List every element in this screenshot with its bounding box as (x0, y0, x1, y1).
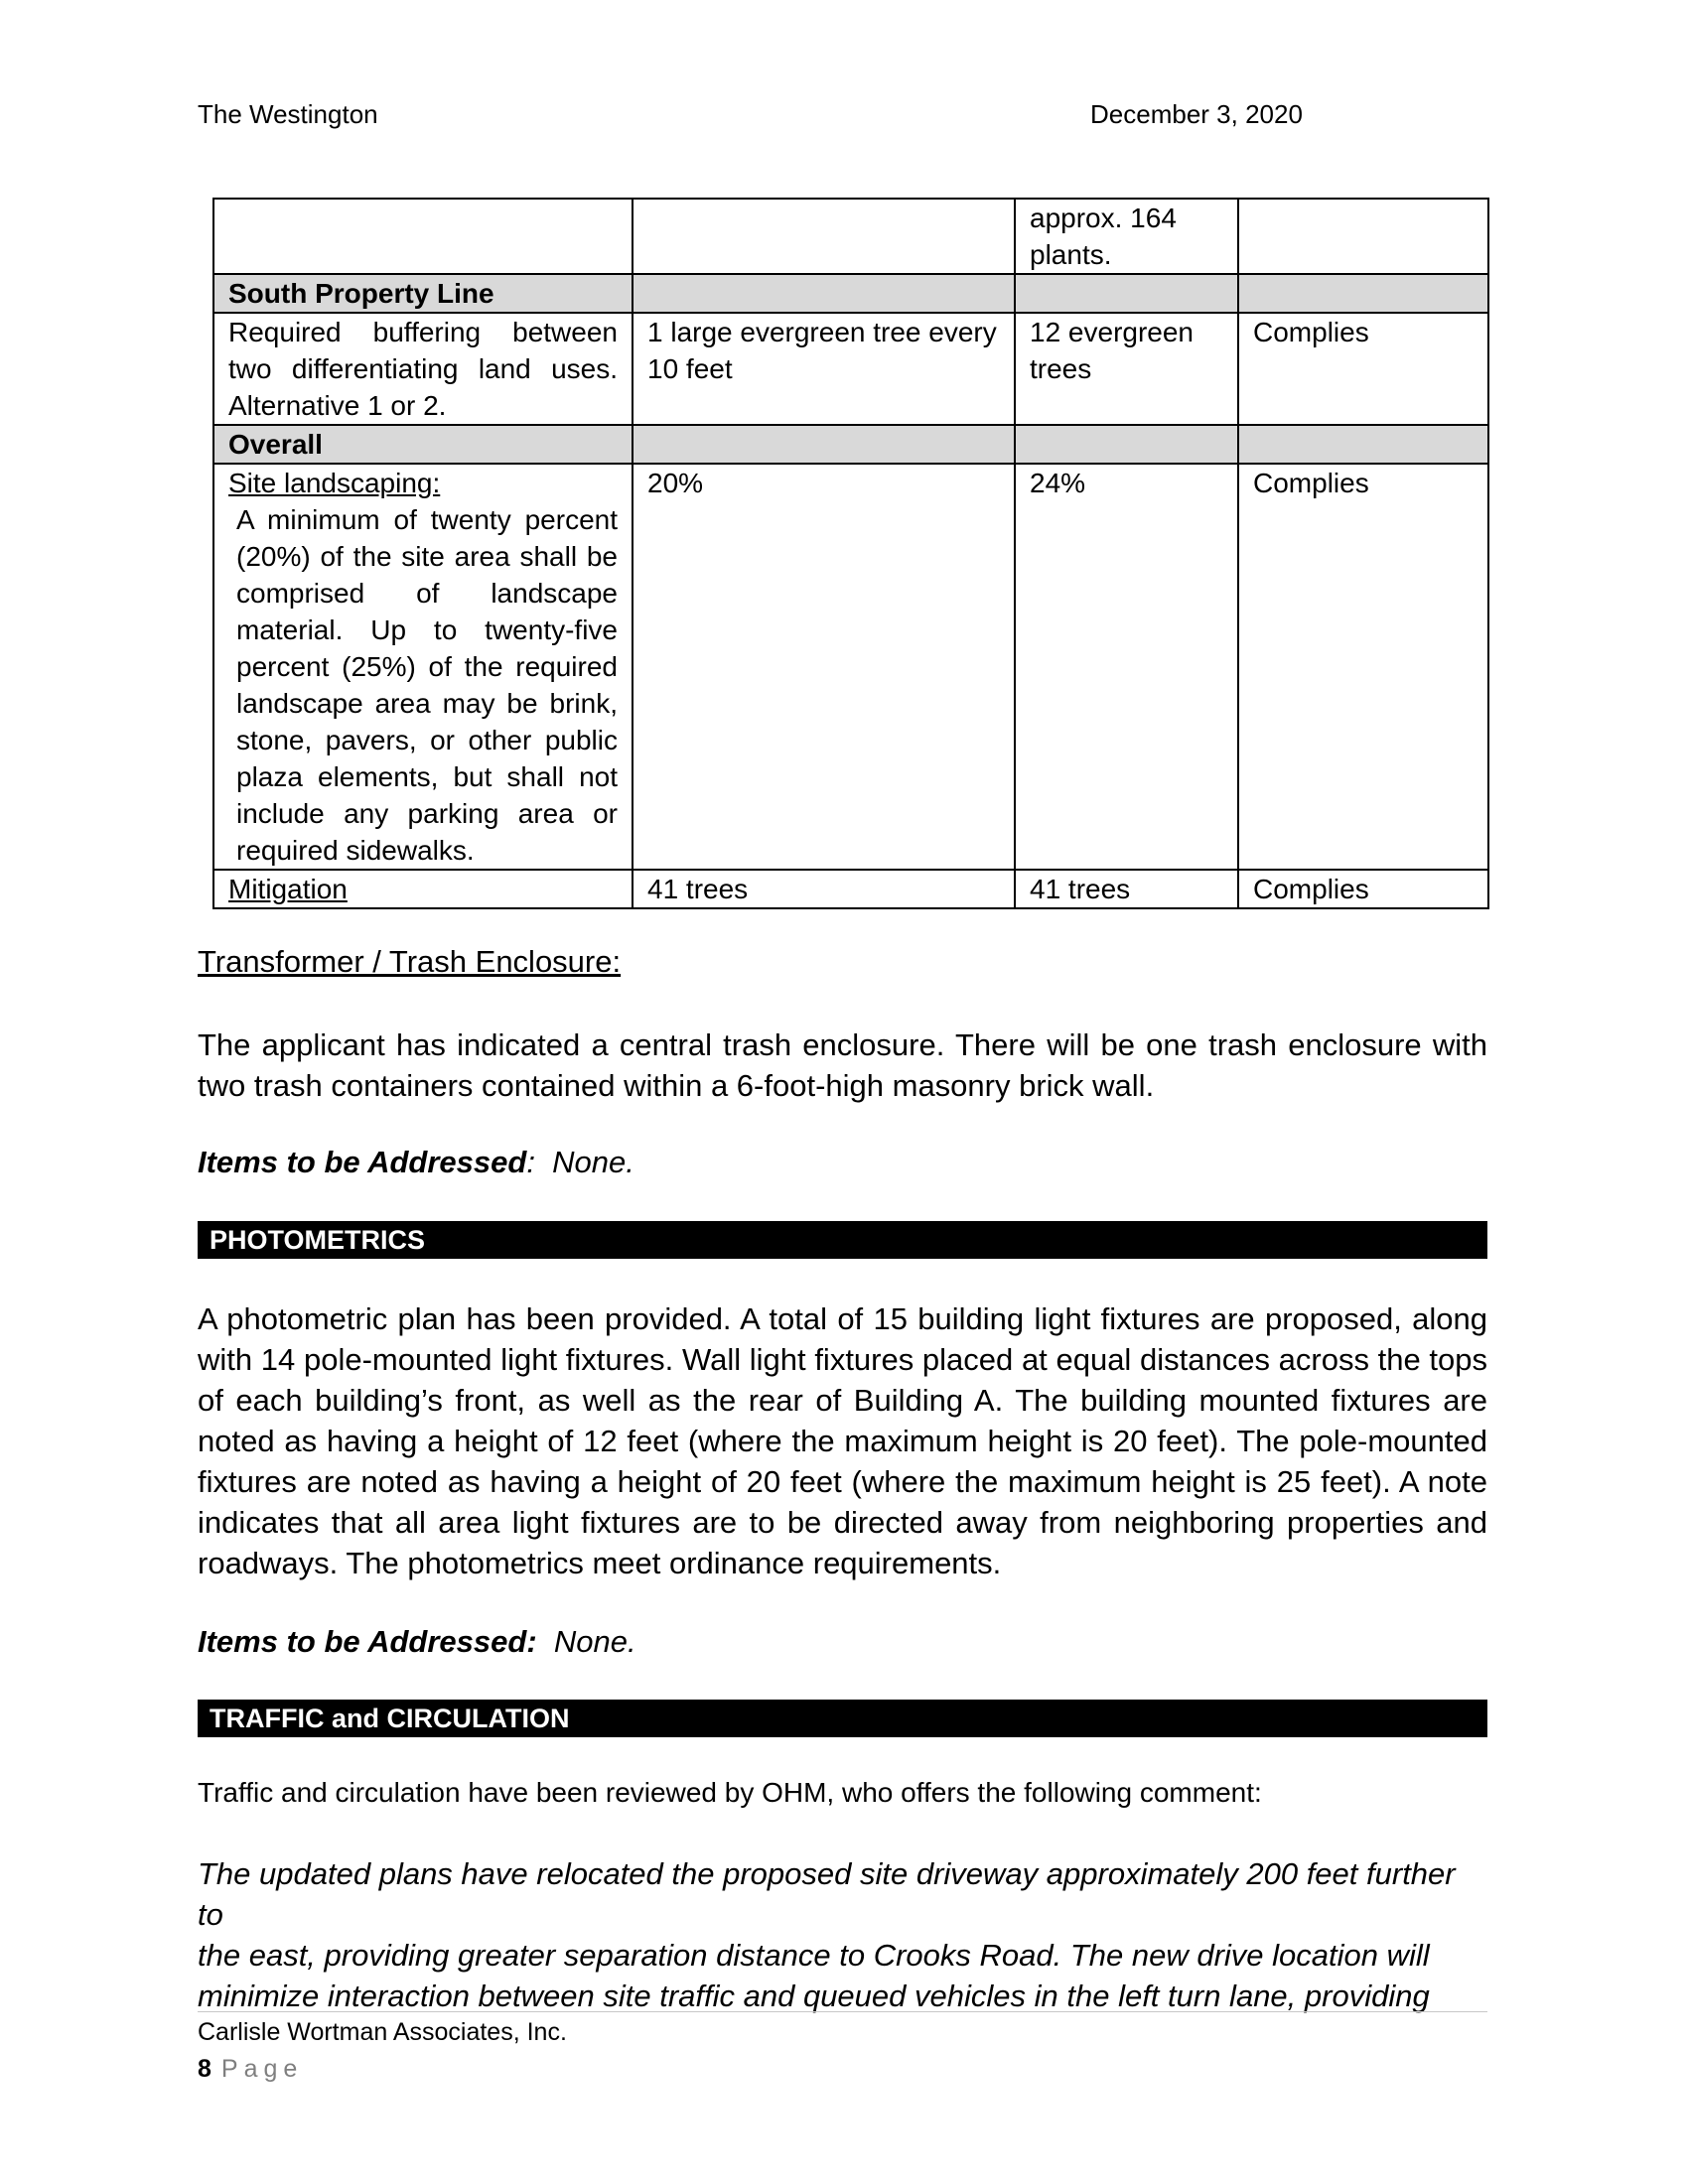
section-row-overall (213, 425, 1488, 464)
status-cell: Complies (1238, 464, 1488, 870)
items-label: Items to be Addressed (198, 1145, 527, 1179)
required-cell: 1 large evergreen tree every 10 feet (633, 313, 1015, 425)
footer-company: Carlisle Wortman Associates, Inc. (198, 2018, 567, 2046)
table-row (213, 199, 1488, 274)
status-cell: Complies (1238, 313, 1488, 425)
page-number: 8 (198, 2055, 211, 2083)
photometrics-items-addressed (198, 1624, 636, 1660)
table-cell (633, 199, 1015, 274)
site-landscaping-title: Site landscaping: (228, 468, 441, 498)
provided-cell: 41 trees (1015, 870, 1238, 908)
header-title: The Westington (198, 99, 378, 129)
traffic-intro: Traffic and circulation have been reviewed by OHM, who offers the following comment: (198, 1777, 1262, 1808)
quote-line: minimize interaction between site traffic and queued vehicles in the left turn lane, providing (198, 1979, 1430, 2013)
footer-page (198, 2055, 303, 2084)
transformer-heading: Transformer / Trash Enclosure: (198, 944, 622, 979)
items-value: None. (553, 1624, 636, 1659)
status-cell: Complies (1238, 870, 1488, 908)
section-bar-traffic: TRAFFIC and CIRCULATION (198, 1700, 1487, 1737)
footer-divider (198, 2011, 1487, 2012)
landscape-table (212, 198, 1489, 909)
requirement-cell: Required buffering between two differentiating land uses. Alternative 1 or 2. (213, 313, 633, 425)
photometrics-text: A photometric plan has been provided. A total of 15 building light fixtures are proposed, along with 14 pole-mounted light fixtures. Wall light fixtures placed at equal distances across the tops of each building’s front, as well as the rear of Building A. The building mounted fixtures are noted as having a height of 12 feet (where the maximum height is 20 feet). The pole-mounted fixtures are noted as having a height of 20 feet (where the maximum height is 25 feet). A note indicates that all area light fixtures are to be directed away from neighboring properties and roadways. The photometrics meet ordinance requirements. (198, 1301, 1487, 1580)
items-label: Items to be Addressed: (198, 1624, 537, 1659)
site-landscaping-text: A minimum of twenty percent (20%) of the site area shall be comprised of landscape material. Up to twenty-five percent (25%) of the required landscape area may be brink, stone, pavers, or other public plaza elements, but shall not include any parking area or required sidewalks. (236, 504, 618, 866)
table-cell: approx. 164 plants. (1015, 199, 1238, 274)
mitigation-label: Mitigation (228, 874, 348, 904)
traffic-quote (198, 1853, 1487, 2016)
section-bar-photometrics: PHOTOMETRICS (198, 1221, 1487, 1259)
table-row (213, 870, 1488, 908)
requirement-cell (213, 464, 633, 870)
table-row (213, 464, 1488, 870)
page-label: Page (220, 2055, 304, 2083)
section-row-south (213, 274, 1488, 313)
table-cell (1238, 199, 1488, 274)
header-date: December 3, 2020 (1090, 99, 1303, 129)
table-row (213, 313, 1488, 425)
required-cell: 41 trees (633, 870, 1015, 908)
quote-line: The updated plans have relocated the proposed site driveway approximately 200 feet further to (198, 1856, 1456, 1932)
provided-cell: 12 evergreen trees (1015, 313, 1238, 425)
provided-cell: 24% (1015, 464, 1238, 870)
section-label: Overall (213, 425, 633, 464)
transformer-items-addressed: Items to be Addressed: None. (198, 1145, 634, 1179)
table-cell (213, 199, 633, 274)
requirement-cell (213, 870, 633, 908)
transformer-text: The applicant has indicated a central trash enclosure. There will be one trash enclosure with two trash containers contained within a 6-foot-high masonry brick wall. (198, 1027, 1487, 1103)
section-label: South Property Line (213, 274, 633, 313)
quote-line: the east, providing greater separation distance to Crooks Road. The new drive location will (198, 1938, 1430, 1973)
required-cell: 20% (633, 464, 1015, 870)
items-value: None. (552, 1145, 634, 1179)
